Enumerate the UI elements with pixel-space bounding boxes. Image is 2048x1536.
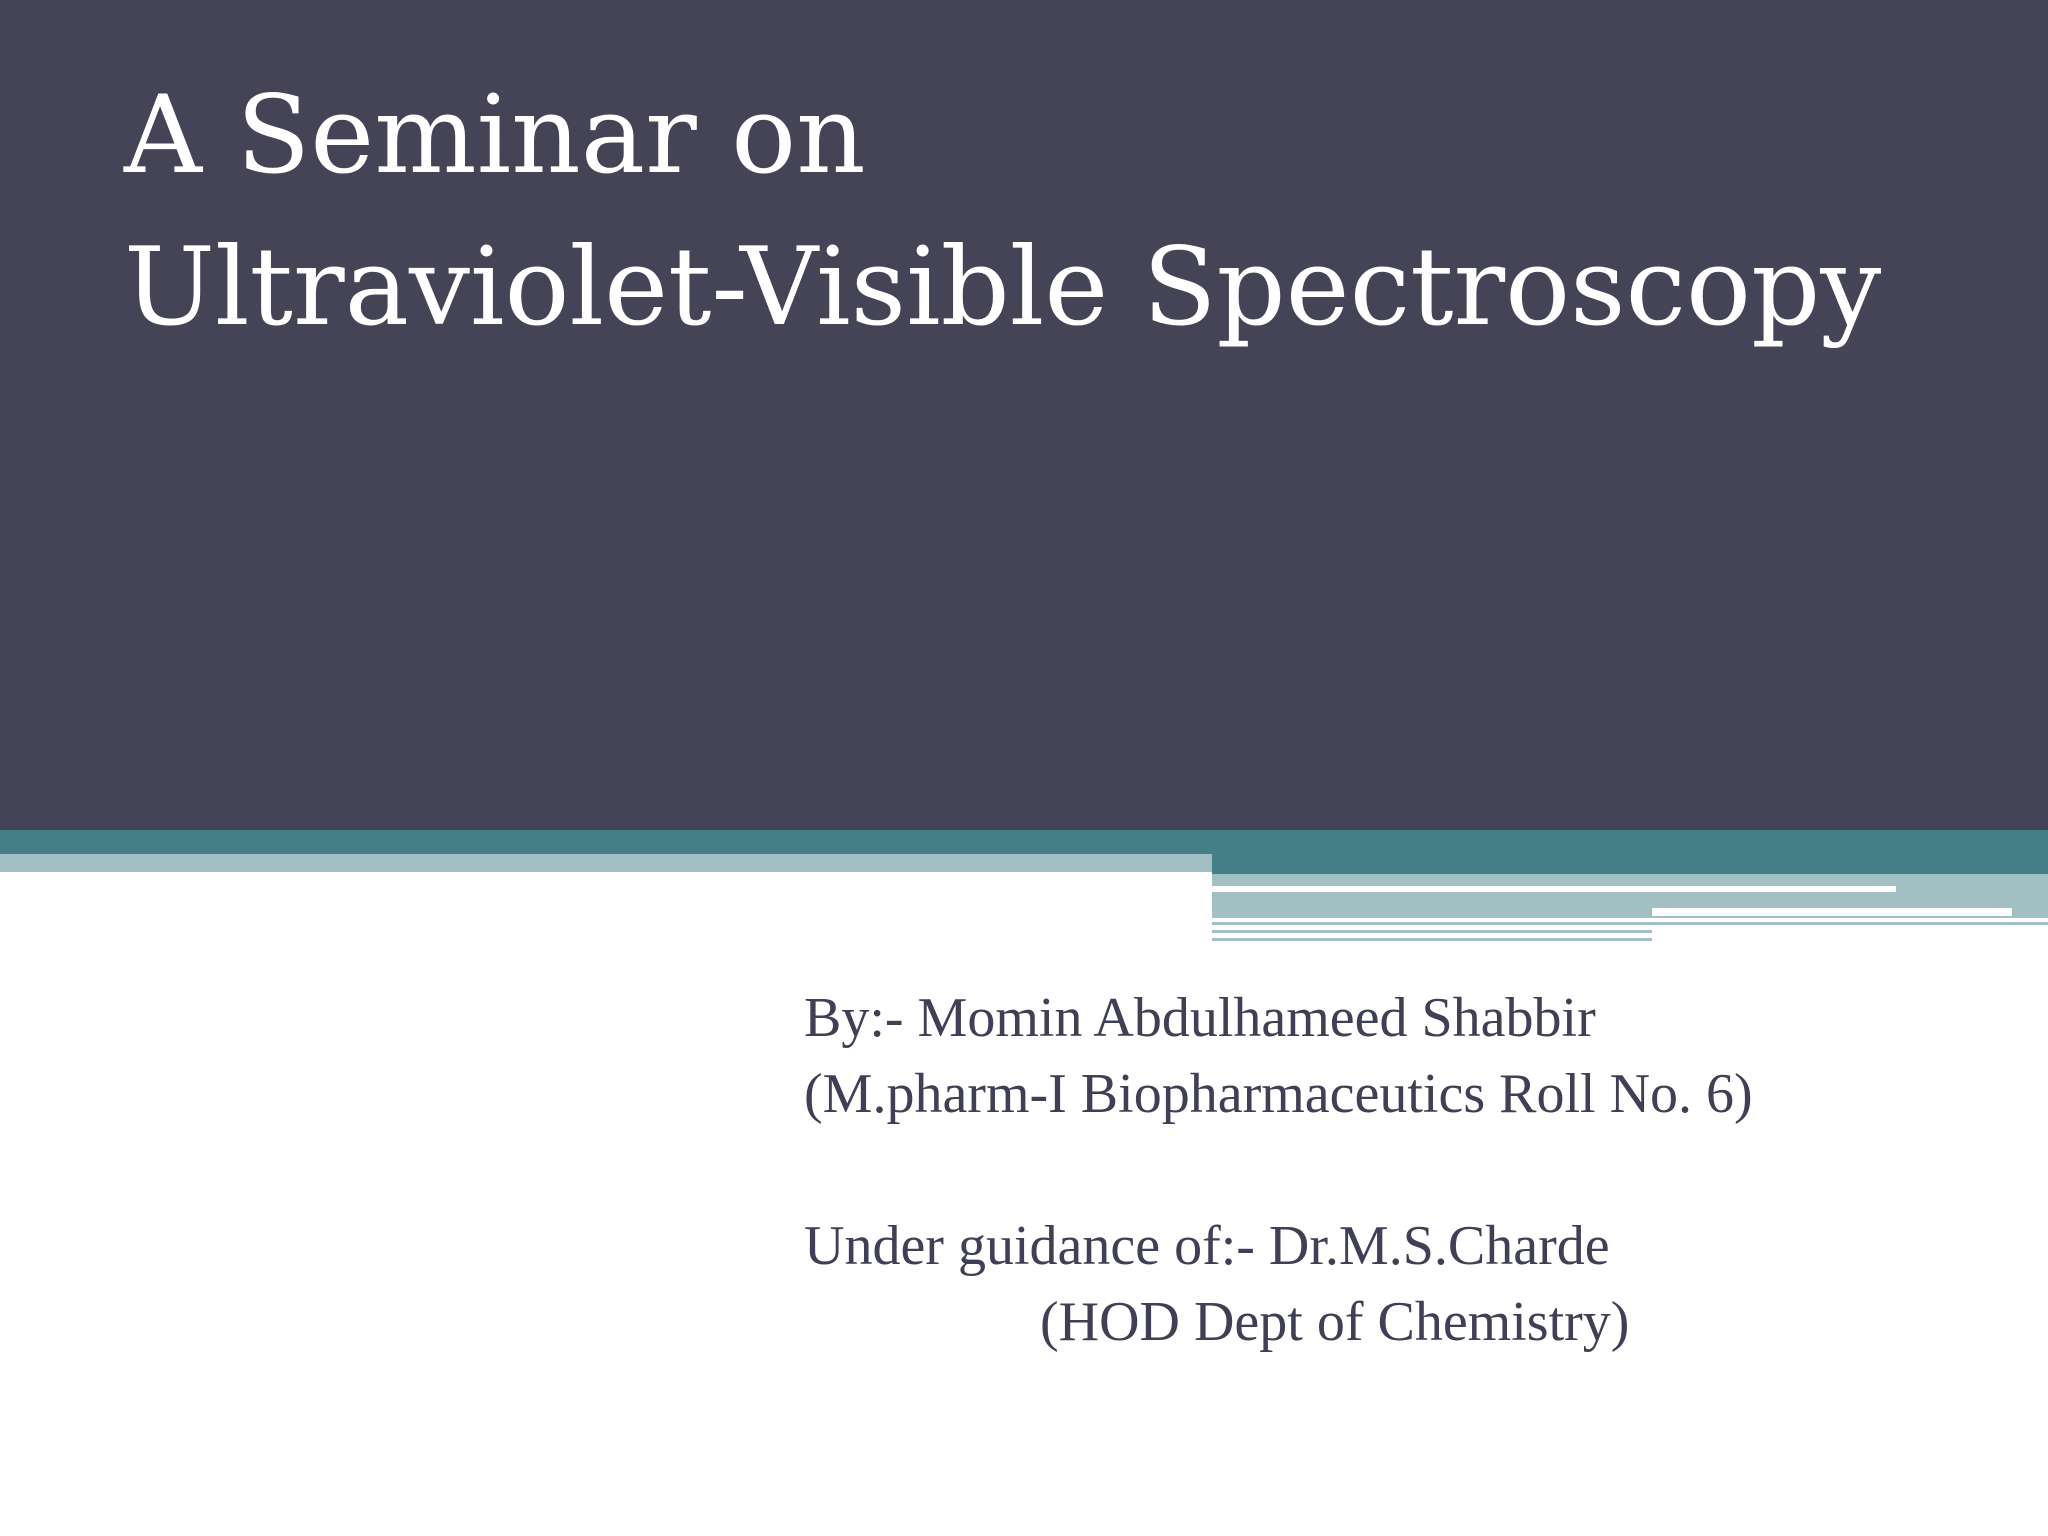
byline-spacer bbox=[804, 1132, 2004, 1208]
divider-thin-line bbox=[1212, 930, 1652, 933]
slide-title bbox=[124, 60, 2004, 364]
author-name: By:- Momin Abdulhameed Shabbir bbox=[804, 987, 1596, 1049]
presenter-info bbox=[804, 980, 2004, 1360]
divider-gap-line bbox=[1212, 886, 1896, 892]
guide-detail: (HOD Dept of Chemistry) bbox=[1040, 1291, 1630, 1353]
divider-stripe-light-left bbox=[0, 854, 1212, 872]
divider-thin-line bbox=[1212, 938, 1652, 941]
divider-gap-line bbox=[1652, 908, 2012, 916]
author-detail: (M.pharm-I Biopharmaceutics Roll No. 6) bbox=[804, 1063, 1753, 1125]
title-line-1: A Seminar on bbox=[124, 73, 866, 198]
divider-thin-line bbox=[1212, 922, 2048, 925]
title-line-2: Ultraviolet-Visible Spectroscopy bbox=[124, 225, 1882, 350]
divider-stripe-dark bbox=[0, 830, 2048, 854]
guide-name: Under guidance of:- Dr.M.S.Charde bbox=[804, 1215, 1610, 1277]
divider-stripe-dark-right bbox=[1212, 854, 2048, 874]
